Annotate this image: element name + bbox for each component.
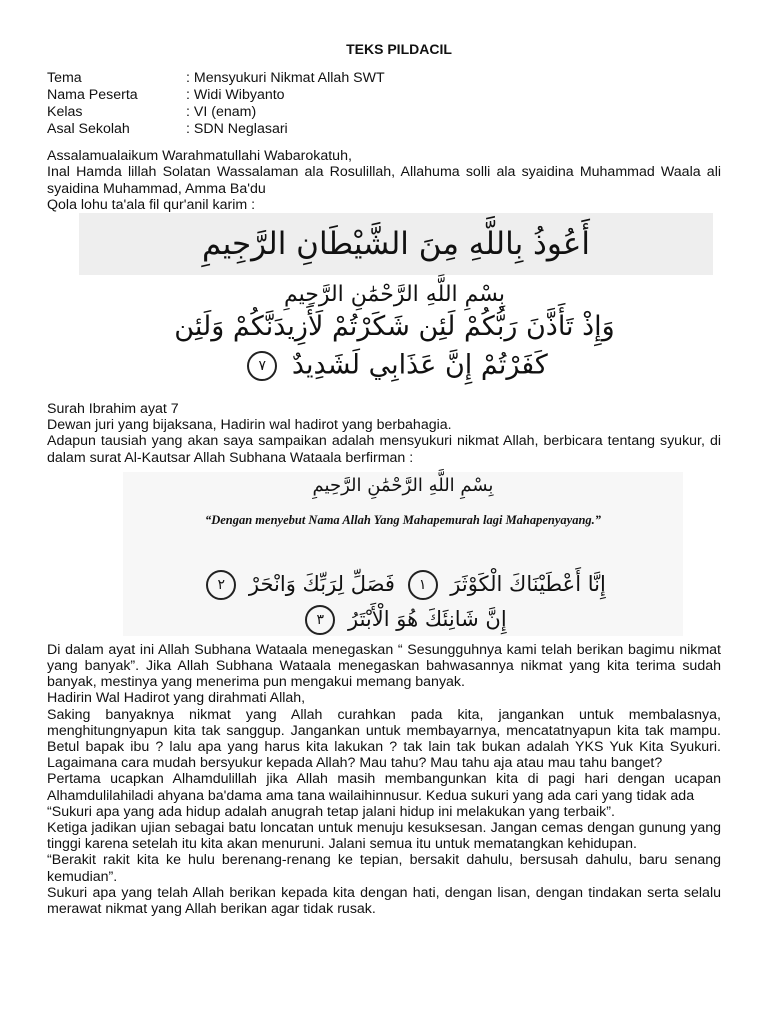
kautsar-ayat-1: إِنَّا أَعْطَيْنَاكَ الْكَوْثَرَ xyxy=(450,571,606,596)
meta-value: : Widi Wibyanto xyxy=(186,87,285,104)
ayah-number-badge: ١ xyxy=(408,570,438,600)
meta-label: Asal Sekolah xyxy=(47,121,130,138)
quote-paragraph: “Berakit rakit kita ke hulu berenang-renang ke tepian, bersakit dahulu, bersusah dahulu, baru senang kemudian”. xyxy=(47,852,721,885)
al-kautsar-image xyxy=(123,472,683,636)
meta-row-kelas xyxy=(47,104,721,121)
body-paragraph: Sukuri apa yang telah Allah berikan kepada kita dengan hati, dengan lisan, dengan tindakan serta selalu merawat nikmat yang Allah berikan agar tidak rusak. xyxy=(47,884,721,918)
kautsar-ayat-3: إِنَّ شَانِئَكَ هُوَ الْأَبْتَرُ xyxy=(348,606,507,631)
body-paragraph: Saking banyaknya nikmat yang Allah curahkan pada kita, jangankan untuk membalasnya, menghitungnyapun kita tak sanggup. Jangankan untuk membayarnya, mencatatnyapun kita tak mampu. Betul bapak ibu ? lalu apa yang harus kita lakukan ? tak lain tak bukan adalah YKS Yuk Kita Syukuri. Lagaimana cara mudah bersyukur kepada Allah? Mau tahu? Mau tahu aja atau mau tahu banget? xyxy=(47,706,721,772)
ibrahim-verse-arabic xyxy=(87,279,702,389)
kautsar-line-2 xyxy=(123,605,683,635)
body-paragraph: Ketiga jadikan ujian sebagai batu loncatan untuk menuju kesuksesan. Jangan cemas dengan gunung yang tinggi karena setelah itu kita akan menuruni. Jalani semua itu untuk mematangkan kehidupan. xyxy=(47,820,721,853)
kautsar-line-1 xyxy=(123,570,683,600)
document-title: TEKS PILDACIL xyxy=(346,41,452,57)
ayah-number-badge: ٣ xyxy=(305,605,335,635)
basmala-arabic: بِسْمِ اللَّهِ الرَّحْمَٰنِ الرَّحِيمِ xyxy=(283,281,506,307)
kautsar-ayat-2: فَصَلِّ لِرَبِّكَ وَانْحَرْ xyxy=(248,571,395,596)
hamdala-paragraph: Inal Hamda lillah Solatan Wassalaman ala Rosulillah, Allahuma solli ala syaidina Muhammad Waala ali syaidina Muhammad, Amma Ba'du xyxy=(47,164,721,197)
body-paragraph: Pertama ucapkan Alhamdulillah jika Allah masih membangunkan kita di pagi hari dengan ucapan Alhamdulilahiladi ahyana ba'dama ama tana wailaihinnusur. Kedua sukuri yang ada cari yang tidak ada xyxy=(47,771,721,804)
meta-value: : Mensyukuri Nikmat Allah SWT xyxy=(186,70,385,87)
surah-reference: Surah Ibrahim ayat 7 xyxy=(47,401,179,418)
meta-value: : VI (enam) xyxy=(186,104,257,121)
body-paragraph: Hadirin Wal Hadirot yang dirahmati Allah, xyxy=(47,690,306,707)
meta-label: Nama Peserta xyxy=(47,87,138,104)
qola-paragraph: Qola lohu ta'ala fil qur'anil karim : xyxy=(47,196,256,213)
meta-table xyxy=(47,70,721,138)
ayat-line-2 xyxy=(241,351,548,381)
meta-label: Kelas xyxy=(47,104,83,121)
dewan-juri-paragraph: Dewan juri yang bijaksana, Hadirin wal hadirot yang berbahagia. xyxy=(47,417,452,434)
meta-row-asal-sekolah xyxy=(47,121,721,138)
document-page xyxy=(47,41,721,917)
ayah-number-badge: ٧ xyxy=(247,351,277,381)
basmala-translation: “Dengan menyebut Nama Allah Yang Mahapemurah lagi Mahapenyayang.” xyxy=(204,512,602,527)
body-paragraph: Di dalam ayat ini Allah Subhana Wataala menegaskan “ Sesungguhnya kami telah berikan bagimu nikmat yang banyak”. Jika Allah Subhana Wataala menegaskan bahwasannya nikmat yang kita terima sudah banyak, mestinya yang menerima pun mengakui memang banyak. xyxy=(47,641,721,691)
tausiah-intro-paragraph: Adapun tausiah yang akan saya sampaikan adalah mensyukuri nikmat Allah, berbicara tentang syukur, di dalam surat Al-Kautsar Allah Subhana Wataala berfirman : xyxy=(47,433,721,466)
quote-paragraph: “Sukuri apa yang ada hidup adalah anugrah tetap jalani hidup ini melakukan yang terbaik”. xyxy=(47,803,615,820)
kautsar-basmala-arabic: بِسْمِ اللَّهِ الرَّحْمَٰنِ الرَّحِيمِ xyxy=(312,474,494,496)
meta-row-nama-peserta xyxy=(47,87,721,104)
meta-row-tema xyxy=(47,70,721,87)
ayat-line-1: وَإِذْ تَأَذَّنَ رَبُّكُمْ لَئِن شَكَرْتُمْ لَأَزِيدَنَّكُمْ وَلَئِن xyxy=(174,311,615,342)
salam-paragraph: Assalamualaikum Warahmatullahi Wabarokatuh, xyxy=(47,148,352,165)
meta-value: : SDN Neglasari xyxy=(186,121,288,138)
ayat-line-2-text: كَفَرْتُمْ إِنَّ عَذَابِي لَشَدِيدٌ xyxy=(291,349,548,381)
taawudz-arabic: أَعُوذُ بِاللَّهِ مِنَ الشَّيْطَانِ الرَّجِيمِ xyxy=(79,213,713,275)
ayah-number-badge: ٢ xyxy=(206,570,236,600)
meta-label: Tema xyxy=(47,70,82,87)
